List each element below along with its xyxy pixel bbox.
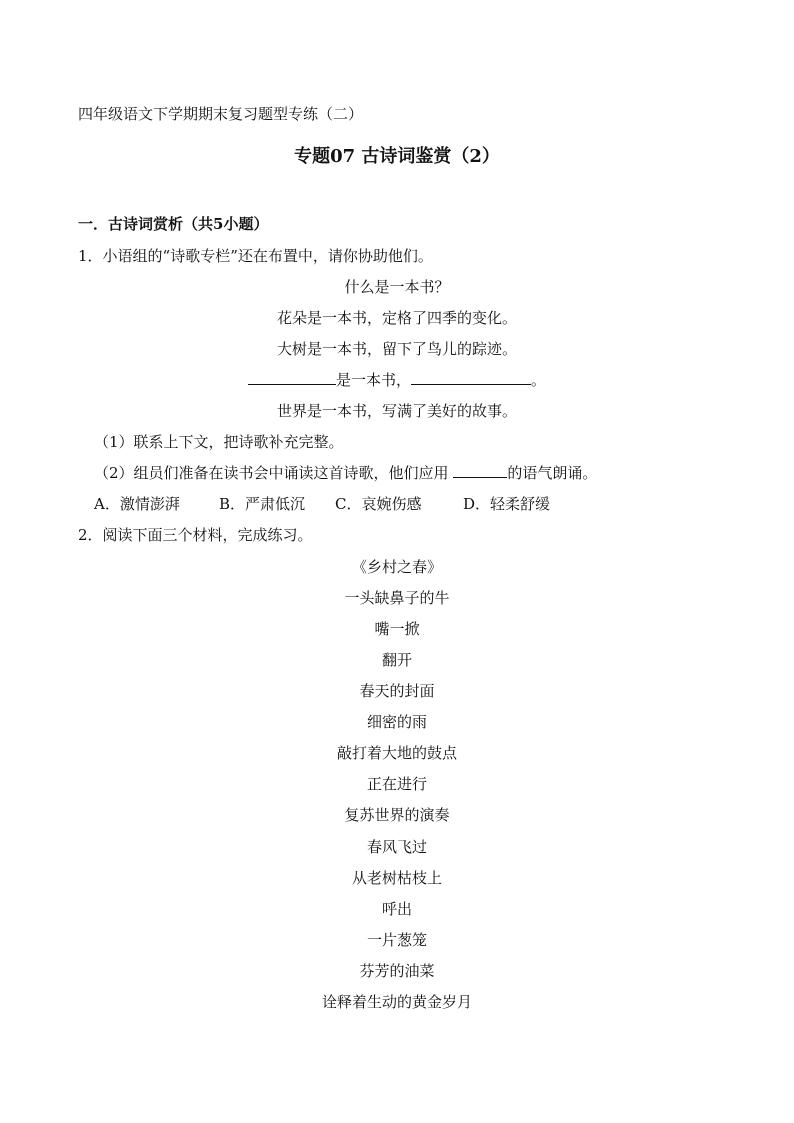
q2-poem-line: 正在进行 xyxy=(366,775,427,793)
question-2-stem: 2．阅读下面三个材料，完成练习。 xyxy=(78,526,313,544)
q2-poem-line: 一片葱笼 xyxy=(366,931,427,949)
q1-poem-line-2: 花朵是一本书，定格了四季的变化。 xyxy=(276,309,517,327)
q1-poem-line-5: 世界是一本书，写满了美好的故事。 xyxy=(276,402,517,420)
fill-blank-predicate[interactable] xyxy=(411,370,531,385)
q2-poem-line: 一头缺鼻子的牛 xyxy=(344,589,450,607)
page-title: 专题07 古诗词鉴赏（2） xyxy=(294,146,500,167)
q2-poem-line: 敲打着大地的鼓点 xyxy=(336,744,457,762)
fill-blank-tone[interactable] xyxy=(453,463,507,478)
option-c[interactable]: C．哀婉伤感 xyxy=(335,495,422,513)
q2-poem-title: 《乡村之春》 xyxy=(351,558,442,576)
q2-poem-line: 复苏世界的演奏 xyxy=(344,806,450,824)
q1-poem-fill-line: 是一本书， 。 xyxy=(0,369,794,391)
q1-subquestion-2: （2）组员们准备在读书会中诵读这首诗歌，他们应用 的语气朗诵。 xyxy=(94,464,598,482)
section-heading: 一．古诗词赏析（共5小题） xyxy=(78,215,269,233)
q2-poem-line: 春天的封面 xyxy=(359,682,435,700)
q1-options xyxy=(94,493,550,515)
q2-poem-line: 芬芳的油菜 xyxy=(359,962,435,980)
q2-poem-line: 翻开 xyxy=(381,651,412,669)
q1-poem-line-1: 什么是一本书？ xyxy=(344,278,450,296)
q1-poem-line-3: 大树是一本书，留下了鸟儿的踪迹。 xyxy=(276,340,517,358)
q2-poem-line: 春风飞过 xyxy=(366,838,427,856)
q2-poem-line: 细密的雨 xyxy=(366,713,427,731)
document-header: 四年级语文下学期期末复习题型专练（二） xyxy=(78,105,364,123)
option-b[interactable]: B．严肃低沉 xyxy=(219,495,306,513)
q2-poem-line: 呼出 xyxy=(381,900,412,918)
q2-poem-line: 从老树枯枝上 xyxy=(351,869,442,887)
q2-poem-line: 嘴一掀 xyxy=(374,620,420,638)
q2-poem-line: 诠释着生动的黄金岁月 xyxy=(321,993,472,1011)
fill-blank-subject[interactable] xyxy=(248,370,336,385)
option-a[interactable]: A．激情澎湃 xyxy=(94,495,180,513)
q1-subquestion-1: （1）联系上下文，把诗歌补充完整。 xyxy=(94,433,344,451)
question-1-stem: 1．小语组的“诗歌专栏”还在布置中，请你协助他们。 xyxy=(78,247,433,265)
option-d[interactable]: D．轻柔舒缓 xyxy=(463,495,551,513)
